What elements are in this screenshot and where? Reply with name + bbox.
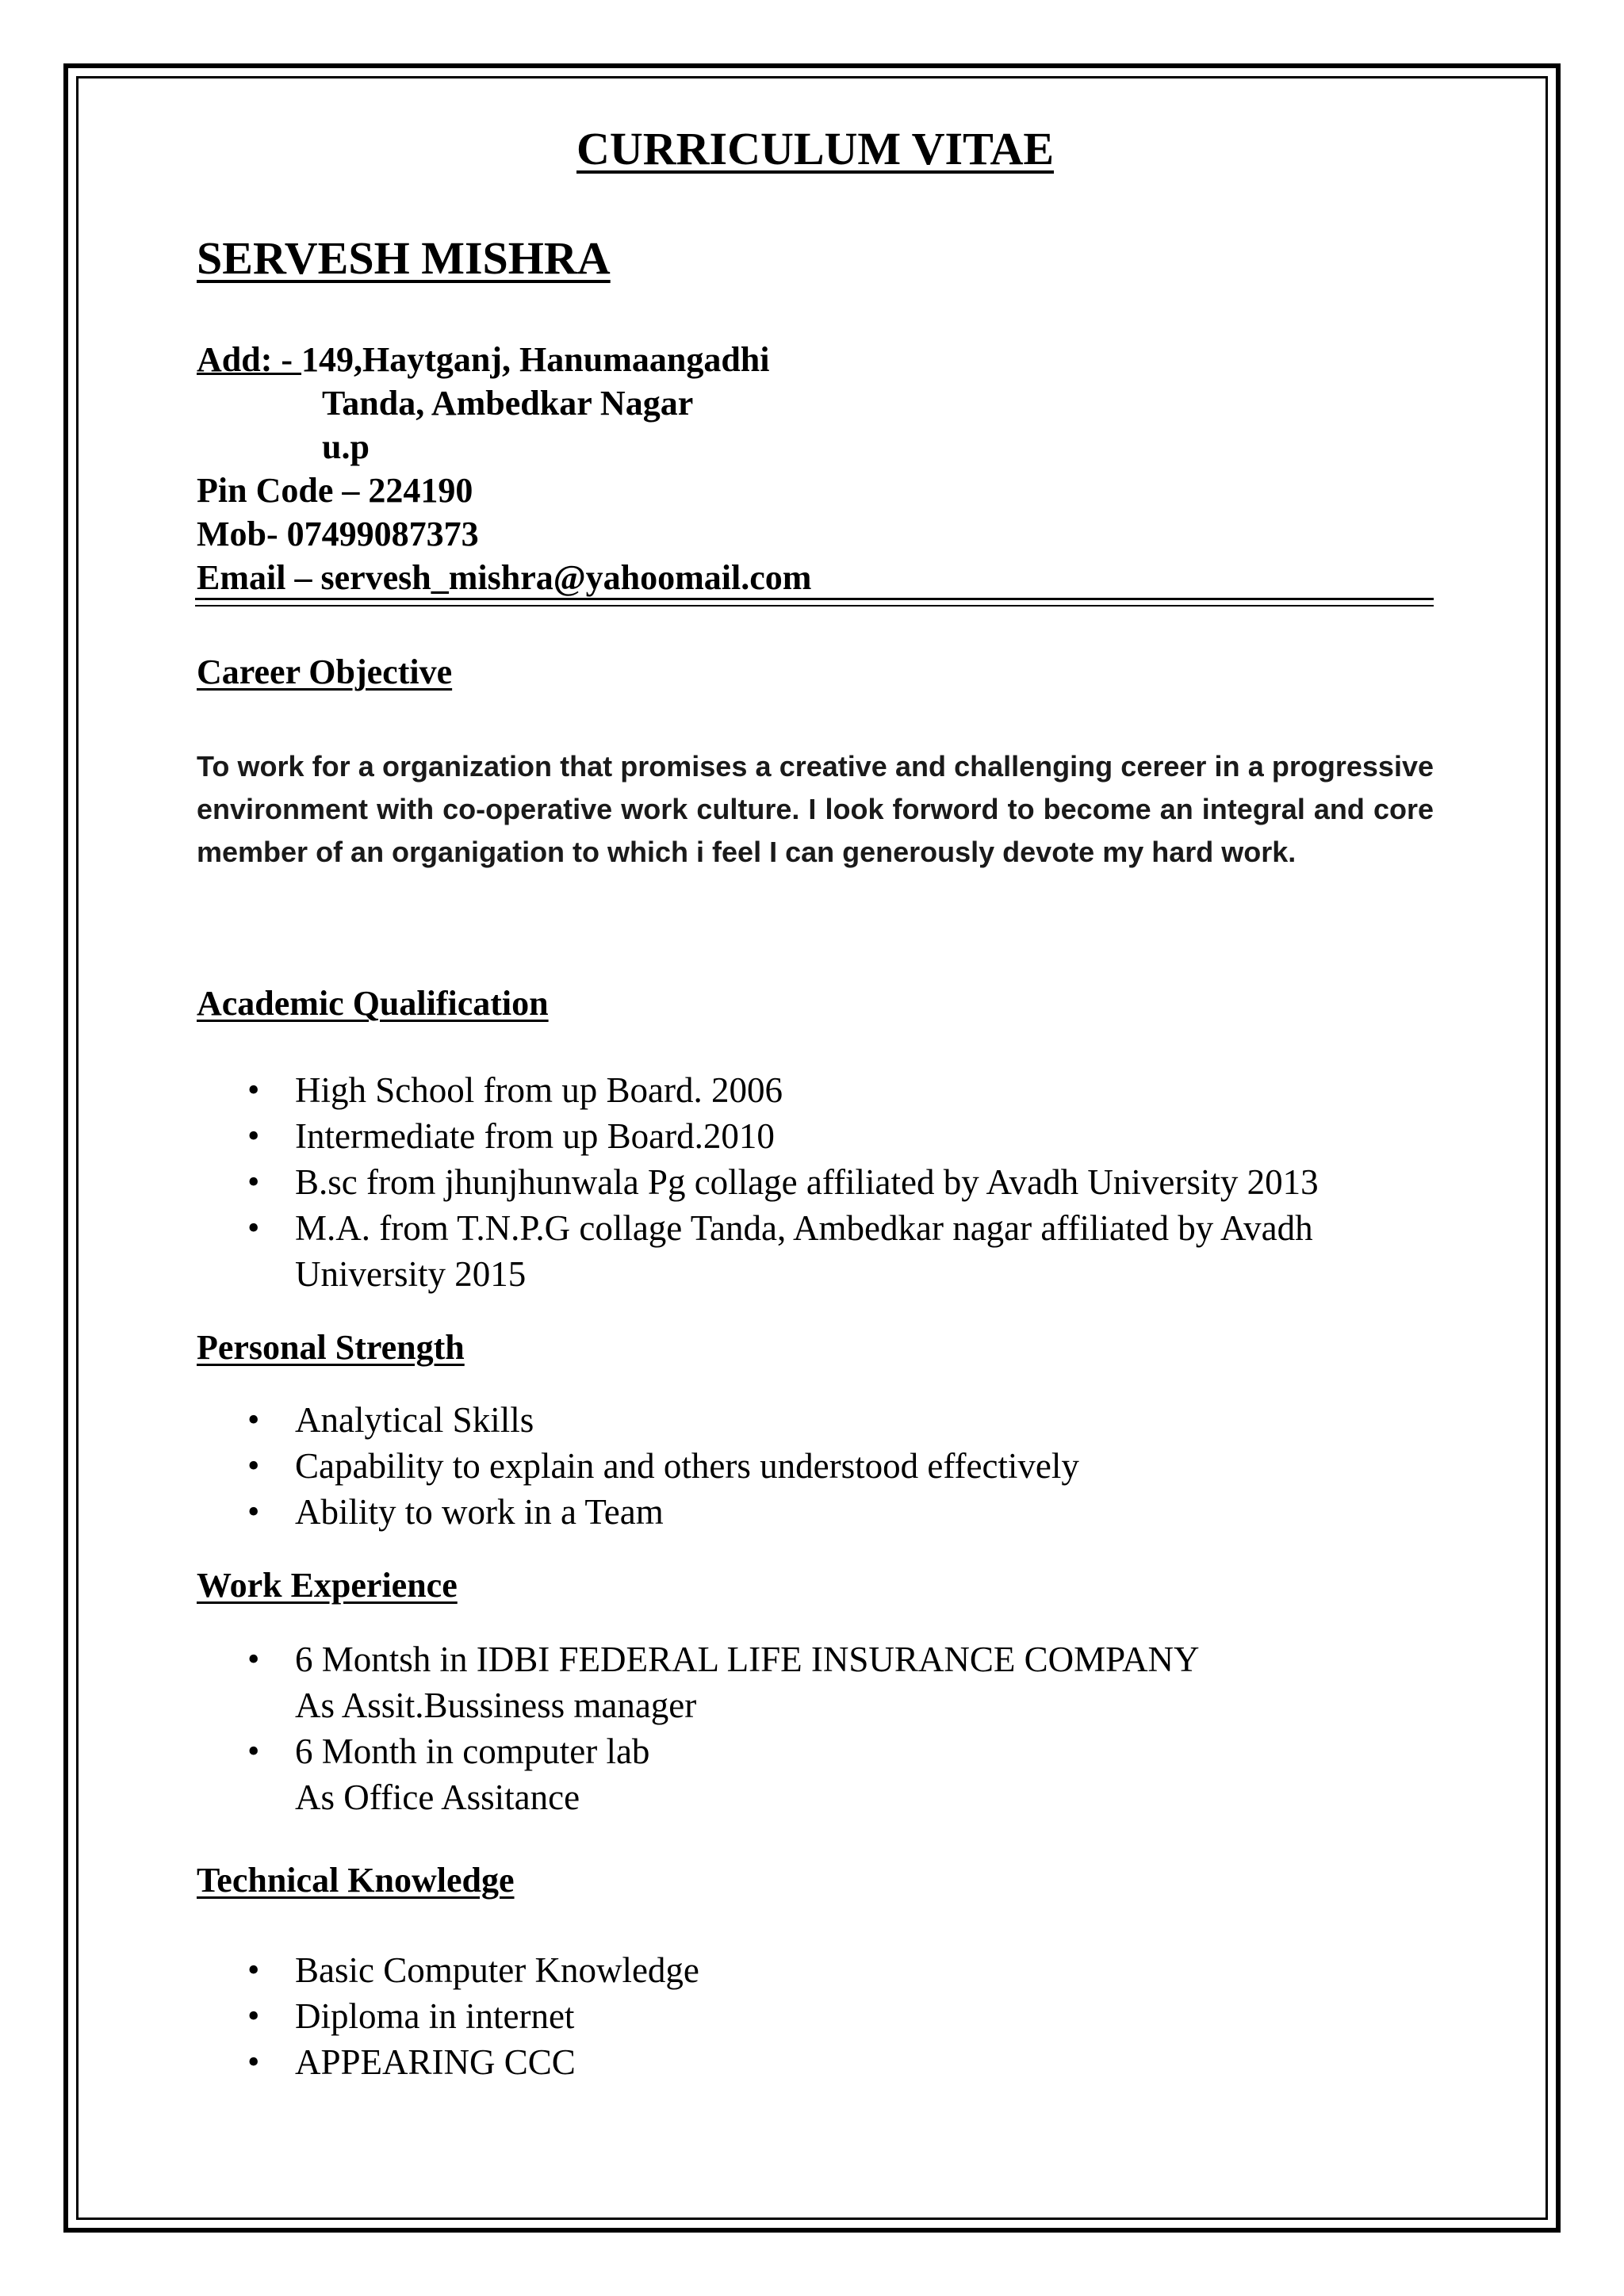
career-objective-heading: Career Objective [197, 652, 453, 691]
pin-code: Pin Code – 224190 [197, 471, 473, 510]
divider-line-secondary [195, 605, 1434, 607]
academic-list [197, 1067, 1434, 1297]
divider-line [195, 598, 1434, 600]
list-item: • Ability to work in a Team [197, 1489, 1434, 1535]
strength-list [197, 1397, 1434, 1535]
address-line-2: Tanda, Ambedkar Nagar [322, 384, 694, 423]
work-experience-heading: Work Experience [197, 1566, 458, 1605]
list-item: • Capability to explain and others understood effectively [197, 1443, 1434, 1489]
document-title: CURRICULUM VITAE [576, 123, 1055, 174]
list-item: • 6 Montsh in IDBI FEDERAL LIFE INSURANCE COMPANY As Assit.Bussiness manager [197, 1636, 1434, 1728]
email-address: Email – servesh_mishra@yahoomail.com [197, 558, 812, 597]
list-item: • Analytical Skills [197, 1397, 1434, 1443]
academic-heading: Academic Qualification [197, 984, 549, 1023]
personal-strength-heading: Personal Strength [197, 1328, 465, 1367]
mobile-number: Mob- 07499087373 [197, 515, 479, 553]
technical-list [197, 1947, 1434, 2085]
list-item: • 6 Month in computer lab As Office Assitance [197, 1728, 1434, 1820]
address-line-3: u.p [322, 427, 370, 466]
experience-list [197, 1636, 1434, 1820]
list-item: • Basic Computer Knowledge [197, 1947, 1434, 1993]
list-item: • M.A. from T.N.P.G collage Tanda, Ambedkar nagar affiliated by Avadh University 2015 [197, 1205, 1434, 1297]
address-line-1: Add: - 149,Haytganj, Hanumaangadhi [197, 340, 770, 379]
address-label: Add: - [197, 340, 302, 379]
candidate-name: SERVESH MISHRA [197, 232, 611, 284]
career-objective-text: To work for a organization that promises a creative and challenging cereer in a progressive environment with co-operative work culture. I look forword to become an integral and core member of an organigation to which i feel I can generously devote my hard work. [197, 750, 1434, 868]
technical-knowledge-heading: Technical Knowledge [197, 1861, 515, 1900]
list-item: • Intermediate from up Board.2010 [197, 1113, 1434, 1159]
list-item: • Diploma in internet [197, 1993, 1434, 2039]
list-item: • B.sc from jhunjhunwala Pg collage affiliated by Avadh University 2013 [197, 1159, 1434, 1205]
contact-block [197, 338, 811, 599]
list-item: • High School from up Board. 2006 [197, 1067, 1434, 1113]
list-item: • APPEARING CCC [197, 2039, 1434, 2085]
